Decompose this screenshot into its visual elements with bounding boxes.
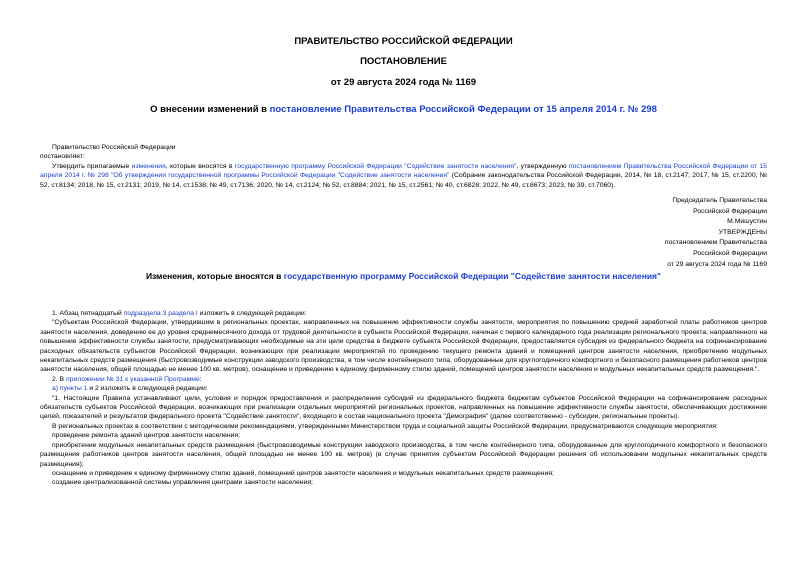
preamble: [40, 143, 767, 190]
paragraph-7: создание централизованной системы управления центрами занятости населения;: [52, 479, 313, 487]
changes-link[interactable]: изменения: [131, 162, 166, 170]
signature-block: [665, 196, 767, 270]
paragraph-3: В региональных проектах в соответствии с методическими рекомендациями, утвержденными Министерством труда и социальной защиты Российской Федерации, предусматриваются следующие мероприятия:: [52, 422, 718, 430]
program-link[interactable]: государственную программу Российской Федерации "Содействие занятости населения": [234, 162, 517, 170]
item-2a-text: и 2 изложить в следующей редакции:: [87, 385, 208, 393]
item-1-text-b: изложить в следующей редакции:: [197, 310, 307, 317]
paragraph-4: проведение ремонта зданий центров занятости населения;: [52, 432, 241, 440]
resolution-heading: ПОСТАНОВЛЕНИЕ: [360, 56, 447, 67]
signature-line1: Председатель Правительства: [672, 197, 767, 204]
appendix-link[interactable]: приложении № 31 к указанной Программе: [65, 375, 200, 383]
government-heading: ПРАВИТЕЛЬСТВО РОССИЙСКОЙ ФЕДЕРАЦИИ: [294, 36, 513, 47]
quote-1: "Субъектам Российской Федерации, утвердившим в региональных проектах, направленных на повышение эффективности службы занятости, мероприятия по повышению средней заработной платы работников центров занятости населения, доведению ее до уровня среднемесячного дохода от трудовой деятельности в субъекте Российской Федерации, начиная с первого календарного года реализации регионального проекта, направленного на повышение эффективности службы занятости, предусматривающих необходимые на эти цели средства в бюджете субъекта Российской Федерации, предоставляется субсидия из федерального бюджета на софинансирование расходных обязательств субъектов Российской Федерации, возникающих при реализации мероприятий по проведению текущего ремонта зданий и помещений центров занятости населения, приобретению модульных некапитальных средств размещения (быстровозводимые конструкции заводского производства, в том числе контейнерного типа, оборудованные для круглогодичного комфортного и безопасного размещения работников центров занятости населения, общей площадью не менее 100 кв. метров), оснащение и приведению к единому фирменному стилю зданий, помещений центров занятости населения и модульных некапитальных средств размещения.".: [40, 319, 767, 374]
document-title: [0, 104, 807, 115]
p1-text-b: , которые вносятся в: [165, 162, 235, 170]
changes-title: [0, 271, 807, 281]
approved-line6: Российской Федерации: [693, 249, 767, 257]
subsection-link[interactable]: подраздела 3 раздела I: [123, 310, 198, 317]
paragraph-5: приобретение модульных некапитальных средств размещения (быстровозводимые конструкции заводского производства, в том числе контейнерного типа, оборудованные для круглогодичного комфортного и безопасного размещения работников центров занятости населения, общей площадью не менее 100 кв. метров) (в случае принятия субъектом Российской Федерации решения об использовании модульных некапитальных средств размещения);: [40, 441, 767, 468]
preamble-paragraph: [40, 162, 767, 190]
changes-body: [40, 309, 767, 488]
changes-title-link[interactable]: государственную программу Российской Федерации "Содействие занятости населения": [283, 271, 662, 281]
quote-2: "1. Настоящие Правила устанавливают цели, условия и порядок предоставления и распределения субсидий из федерального бюджета бюджетам субъектов Российской Федерации на софинансирование расходных обязательств субъектов Российской Федерации, возникающих при реализации отдельных мероприятий региональных проектов, направленных на повышение эффективности службы занятости, обеспечивающих достижение целей, показателей и результатов федерального проекта "Содействие занятости", входящего в состав национального проекта "Демография" (далее соответственно - субсидии, региональные проекты).: [40, 394, 767, 421]
item-1-text-a: 1. Абзац пятнадцатый: [52, 310, 124, 317]
points-link[interactable]: а) пункты 1: [52, 385, 88, 393]
item-2-text-a: 2. В: [52, 375, 66, 383]
approved-line5: постановлением Правительства: [664, 239, 767, 247]
changes-title-prefix: Изменения, которые вносятся в: [145, 271, 284, 281]
approved-line4: УТВЕРЖДЕНЫ: [718, 228, 767, 236]
resolution-date: от 29 августа 2024 года № 1169: [330, 77, 477, 88]
preamble-line2: постановляет:: [40, 153, 85, 161]
signature-line2: Российской Федерации: [693, 207, 767, 215]
paragraph-6: оснащение и приведение к единому фирменному стилю зданий, помещений центров занятости населения и модульных некапитальных средств размещения;: [52, 469, 554, 477]
item-2a: [40, 384, 767, 393]
signature-line3: М.Мишустин: [727, 218, 767, 226]
item-2-text-b: :: [199, 375, 202, 383]
item-2: [40, 375, 767, 384]
title-prefix: О внесении изменений в: [150, 104, 270, 115]
approved-line7: от 29 августа 2024 года № 1169: [667, 260, 767, 268]
p1-text-d: (Собрание законодательства Российской Федерации, 2014, № 18, ст.2147; 2017, № 15, ст.2200; № 52, ст.8134; 2018, № 15, ст.2131; 2019, № 14, ст.1538; № 49, ст.7136; 2020, № 14, ст.2124; № 52, ст.8884; 2021, № 15, ст.2561; № 40, ст.6828; 2022, № 49, ст.8673; 2023, № 39, ст.7060).: [40, 172, 767, 189]
title-link[interactable]: постановление Правительства Российской Федерации от 15 апреля 2014 г. № 298: [269, 104, 657, 115]
preamble-line1: Правительство Российской Федерации: [52, 144, 176, 151]
p1-text-c: , утвержденную: [516, 162, 569, 170]
item-1: [40, 309, 767, 318]
resolution-link[interactable]: постановлением Правительства Российской Федерации от 15 апреля 2014 г. № 298 "Об утверждении государственной программы Российской Федерации "Содействие занятости населения": [40, 162, 767, 180]
p1-text-a: Утвердить прилагаемые: [52, 162, 132, 170]
